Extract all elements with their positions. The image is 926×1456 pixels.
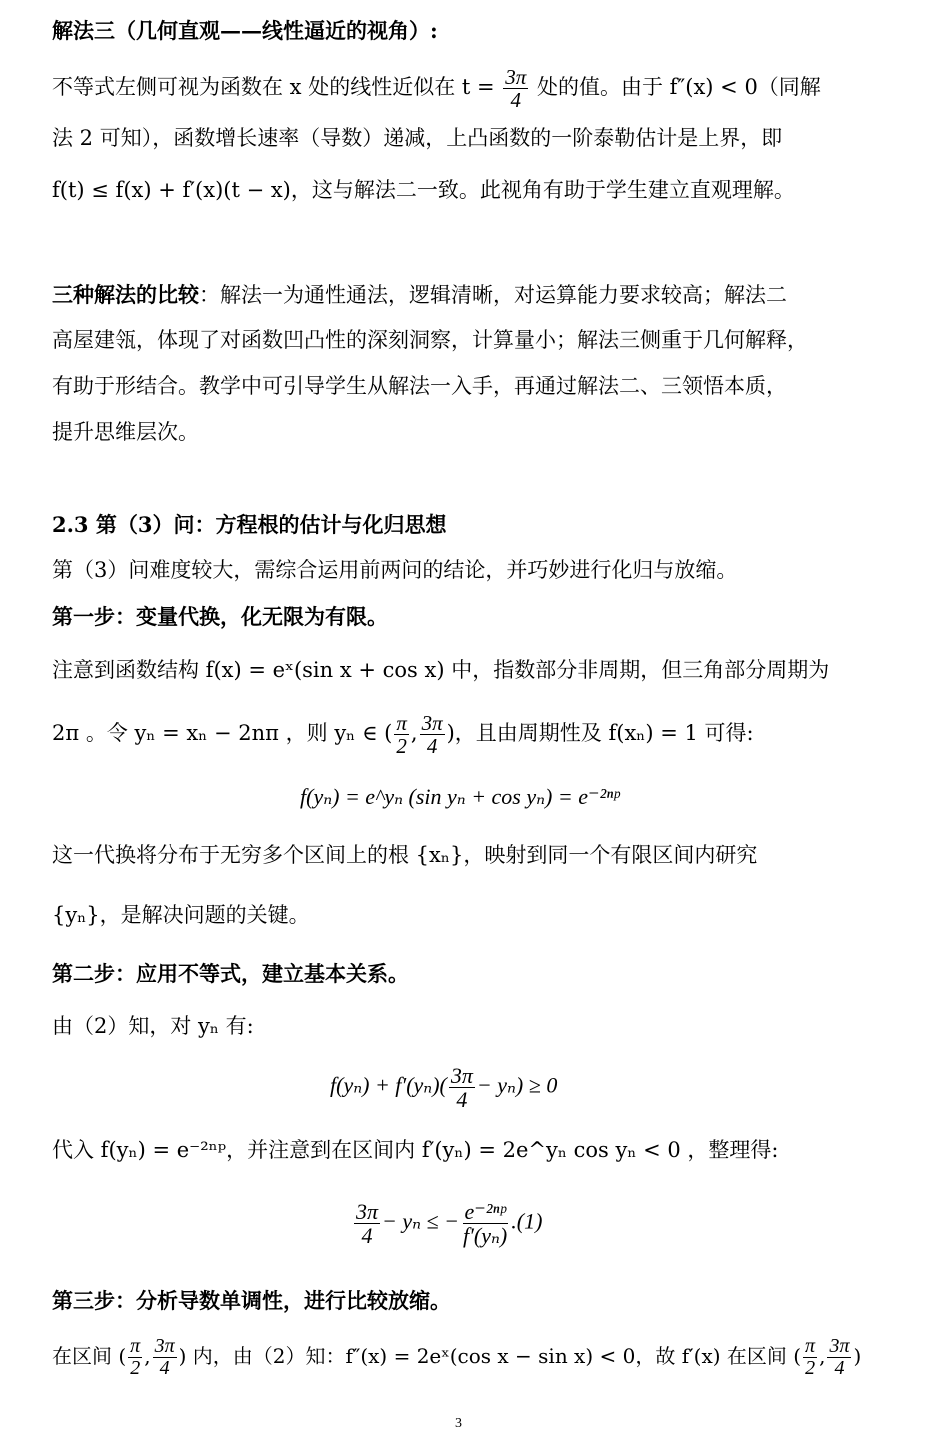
step1-line2-text-b: )，且由周期性及 f(xₙ) = 1 可得: [446, 721, 754, 746]
equation-tag: .(1) [511, 1208, 543, 1234]
frac-3pi-4: $\frac{3\pi}{4}$ [421, 711, 443, 759]
step1-line1: 注意到函数结构 f(x) = eˣ(sin x + cos x) 中，指数部分非周期，但三角部分周期为 [52, 658, 830, 682]
equation-1 [352, 1200, 542, 1247]
compare-line4: 提升思维层次。 [52, 420, 199, 444]
step1-line3: 这一代换将分布于无穷多个区间上的根 {xₙ}，映射到同一个有限区间内研究 [52, 843, 758, 867]
frac-3pi-4: $\frac{3\pi}{4}$ [154, 1335, 175, 1379]
frac-3pi-4: $\frac{3\pi}{4}$ [356, 1199, 379, 1249]
equation-periodic: f(yₙ) = e^yₙ (sin yₙ + cos yₙ) = e⁻²ⁿᵖ [300, 784, 620, 809]
frac-3pi-4: $\frac{3\pi}{4}$ [829, 1335, 850, 1379]
page-number: 3 [455, 1416, 462, 1431]
step2-line1: 由（2）知，对 yₙ 有: [52, 1014, 254, 1038]
step1-heading: 第一步：变量代换，化无限为有限。 [52, 604, 388, 629]
equation-inequality [330, 1064, 557, 1111]
step1-line2: 2π 。令 yₙ = xₙ − 2nπ ，则 yₙ ∈ ( $\frac{\pi}{2}$ , $\frac{3\pi}{4}$ )，且由周期性及 f(xₙ) = 1 可得: [52, 711, 754, 759]
frac-pi-2: $\frac{\pi}{2}$ [396, 711, 407, 759]
section-2-3-heading: 2.3 第（3）问：方程根的估计与化归思想 [52, 512, 447, 537]
eq3-mid: − yₙ ≤ − [382, 1208, 459, 1234]
frac-ratio: $\frac{\text{e⁻²ⁿᵖ}}{\text{f′(yₙ)}}$ [462, 1199, 508, 1249]
frac-3pi-4: $\frac{3\pi}{4}$ [450, 1063, 473, 1113]
solution3-line1 [52, 66, 821, 111]
compare-line3: 有助于形结合。教学中可引导学生从解法一入手，再通过解法二、三领悟本质， [52, 374, 787, 398]
solution3-line2: 法 2 可知），函数增长速率（导数）递减，上凸函数的一阶泰勒估计是上界，即 [52, 126, 783, 150]
step1-line4: {yₙ}，是解决问题的关键。 [52, 903, 310, 927]
compare-line2: 高屋建瓴，体现了对函数凹凸性的深刻洞察，计算量小；解法三侧重于几何解释， [52, 328, 808, 352]
solution3-title: 解法三（几何直观——线性逼近的视角）: [52, 18, 438, 43]
step3-line1: 在区间 ( $\frac{\pi}{2}$ , $\frac{3\pi}{4}$ ) 内，由（2）知：f″(x) = 2eˣ(cos x − sin x) < 0，故 f′(x) 在区间 ( $\frac{\pi}{2}$ , $\frac{3\pi}{4}$ ) [52, 1335, 862, 1379]
step3-text-b: ) 内，由（2）知：f″(x) = 2eˣ(cos x − sin x) < 0，故 f′(x) 在区间 ( [178, 1344, 802, 1368]
frac-3pi-4: $\frac{3\pi}{4}$ [505, 65, 527, 113]
solution3-line1-text: 不等式左侧可视为函数在 x 处的线性近似在 t = [52, 75, 495, 100]
frac-pi-2: $\frac{\pi}{2}$ [130, 1335, 141, 1379]
compare-label: 三种解法的比较 [52, 282, 199, 307]
solution3-line3: f(t) ≤ f(x) + f′(x)(t − x)，这与解法二一致。此视角有助于学生建立直观理解。 [52, 178, 795, 202]
eq2-text-b: − yₙ) ≥ 0 [476, 1072, 558, 1098]
step3-text-a: 在区间 ( [52, 1344, 127, 1368]
step1-line2-text-a: 2π 。令 yₙ = xₙ − 2nπ ，则 yₙ ∈ ( [52, 721, 393, 746]
step3-heading: 第三步：分析导数单调性，进行比较放缩。 [52, 1288, 451, 1313]
section-2-3-intro: 第（3）问难度较大，需综合运用前两问的结论，并巧妙进行化归与放缩。 [52, 558, 738, 582]
step2-heading: 第二步：应用不等式，建立基本关系。 [52, 961, 409, 986]
step3-text-c: ) [853, 1344, 862, 1368]
solution3-line1-text-b: 处的值。由于 f″(x) < 0（同解 [536, 75, 821, 100]
compare-line1 [52, 284, 787, 306]
step2-line2: 代入 f(yₙ) = e⁻²ⁿᵖ，并注意到在区间内 f′(yₙ) = 2e^yₙ cos yₙ < 0 ，整理得: [52, 1138, 779, 1162]
compare-line1-text: ：解法一为通性通法，逻辑清晰，对运算能力要求较高；解法二 [199, 283, 787, 307]
frac-pi-2: $\frac{\pi}{2}$ [805, 1335, 816, 1379]
eq2-text-a: f(yₙ) + f′(yₙ)( [330, 1072, 447, 1098]
